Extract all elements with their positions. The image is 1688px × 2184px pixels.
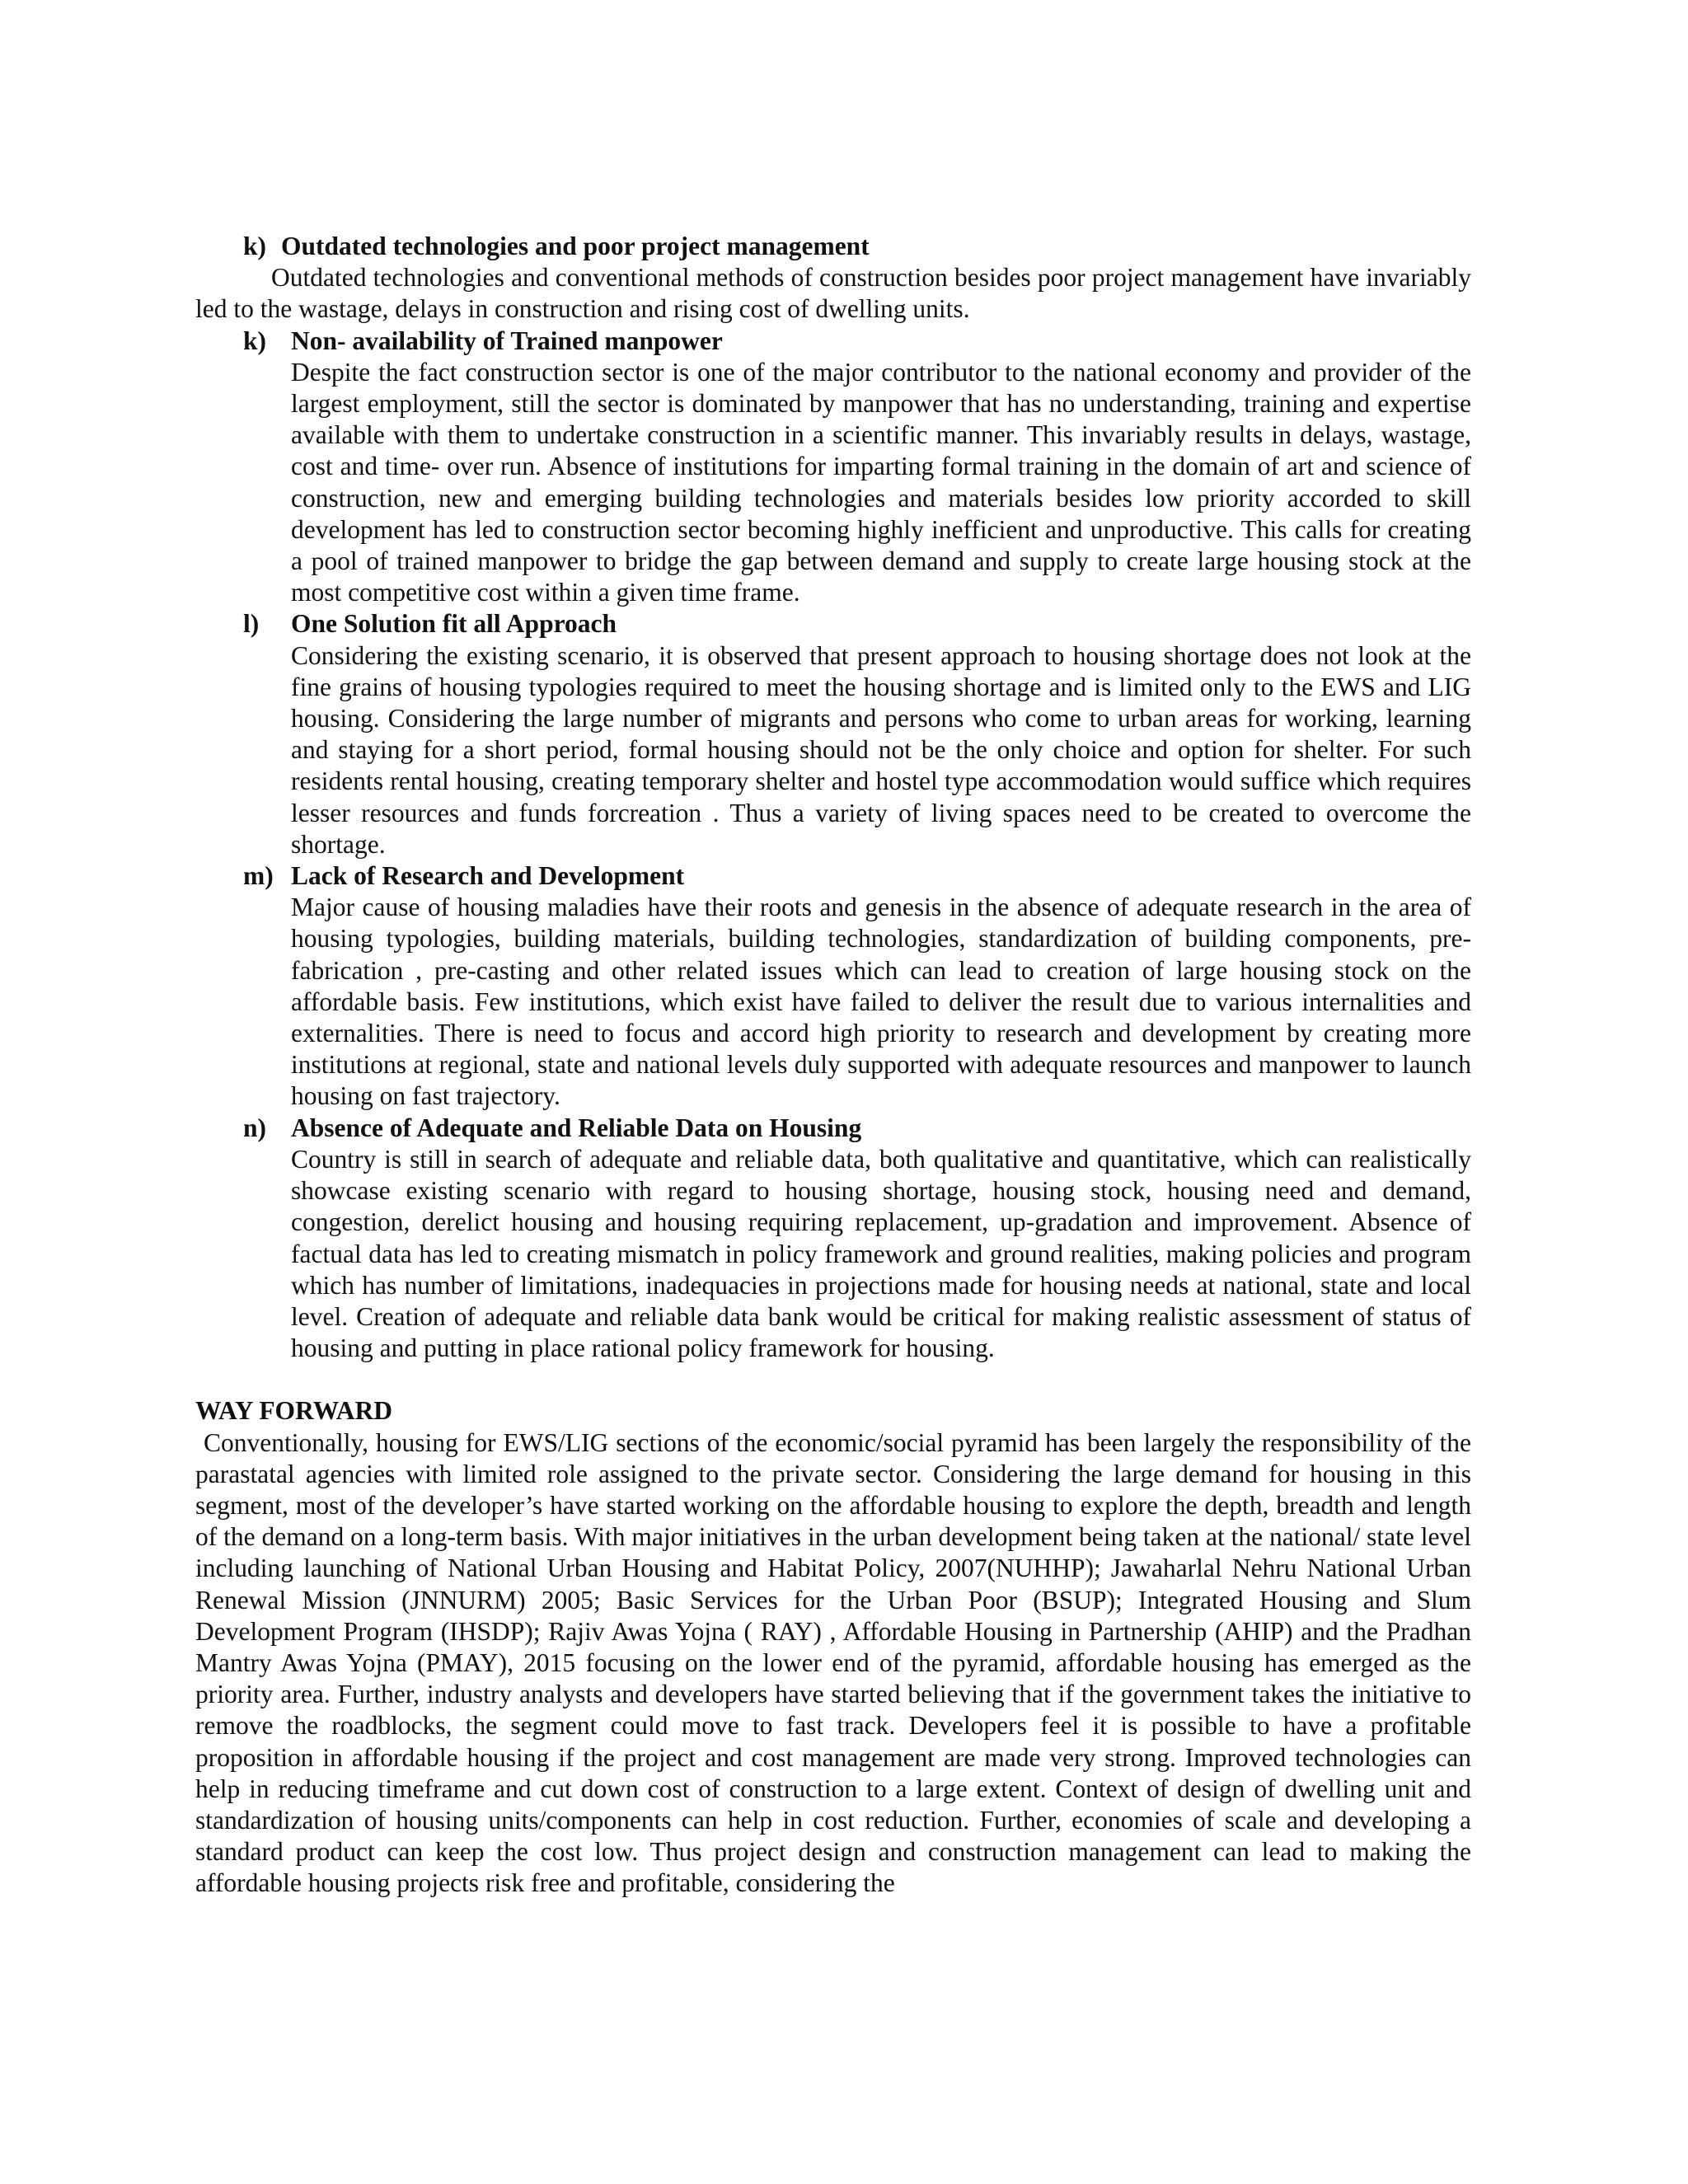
list-item-title: Non- availability of Trained manpower [291,326,723,355]
section-title: Outdated technologies and poor project management [281,232,870,260]
section-heading [243,231,1471,262]
way-forward-body: Conventionally, housing for EWS/LIG sections of the economic/social pyramid has been largely the responsibility of the parastatal agencies with limited role assigned to the private sector. Considering the large demand for housing in this segment, most of the developer’s have started working on the affordable housing to explore the depth, breadth and length of the demand on a long-term basis. With major initiatives in the urban development being taken at the national/ state level including launching of National Urban Housing and Habitat Policy, 2007(NUHHP); Jawaharlal Nehru National Urban Renewal Mission (JNNURM) 2005; Basic Services for the Urban Poor (BSUP); Integrated Housing and Slum Development Program (IHSDP); Rajiv Awas Yojna ( RAY) , Affordable Housing in Partnership (AHIP) and the Pradhan Mantry Awas Yojna (PMAY), 2015 focusing on the lower end of the pyramid, affordable housing has emerged as the priority area. Further, industry analysts and developers have started believing that if the government takes the initiative to remove the roadblocks, the segment could move to fast track. Developers feel it is possible to have a profitable proposition in affordable housing if the project and cost management are made very strong. Improved technologies can help in reducing timeframe and cut down cost of construction to a large extent. Context of design of dwelling unit and standardization of housing units/components can help in cost reduction. Further, economies of scale and developing a standard product can keep the cost low. Thus project design and construction management can lead to making the affordable housing projects risk free and profitable, considering the [195,1427,1471,1898]
list-item-heading [243,860,1471,892]
list-item-reliable-data [195,1113,1471,1365]
list-item-marker: m) [243,861,274,891]
section-body: Outdated technologies and conventional methods of construction besides poor project management have invariably led to the wastage, delays in construction and rising cost of dwelling units. [195,263,1471,324]
way-forward-heading: WAY FORWARD [195,1396,392,1426]
section-marker: k) [243,232,267,260]
section-way-forward [195,1395,1471,1899]
list-item-title: One Solution fit all Approach [291,609,617,639]
document-content [195,231,1471,1900]
list-item-body: Despite the fact construction sector is one of the major contributor to the national economy and provider of the largest employment, still the sector is dominated by manpower that has no understanding, training and expertise available with them to undertake construction in a scientific manner. This invariably results in delays, wastage, cost and time- over run. Absence of institutions for imparting formal training in the domain of art and science of construction, new and emerging building technologies and materials besides low priority accorded to skill development has led to construction sector becoming highly inefficient and unproductive. This calls for creating a pool of trained manpower to bridge the gap between demand and supply to create large housing stock at the most competitive cost within a given time frame. [291,357,1471,607]
list-item-marker: n) [243,1113,267,1142]
section-outdated-technologies [195,231,1471,326]
list-item-heading [243,1113,1471,1144]
list-item-body: Considering the existing scenario, it is observed that present approach to housing shortage does not look at the fine grains of housing typologies required to meet the housing shortage and is limited only to the EWS and LIG housing. Considering the large number of migrants and persons who come to urban areas for working, learning and staying for a short period, formal housing should not be the only choice and option for shelter. For such residents rental housing, creating temporary shelter and hostel type accommodation would suffice which requires lesser resources and funds forcreation . Thus a variety of living spaces need to be created to overcome the shortage. [291,640,1471,859]
list-item-title: Absence of Adequate and Reliable Data on Housing [291,1113,862,1142]
list-item-heading [243,326,1471,357]
list-item-body: Major cause of housing maladies have their roots and genesis in the absence of adequate research in the area of housing typologies, building materials, building technologies, standardization of building components, pre-fabrication , pre-casting and other related issues which can lead to creation of large housing stock on the affordable basis. Few institutions, which exist have failed to deliver the result due to various internalities and externalities. There is need to focus and accord high priority to research and development by creating more institutions at regional, state and national levels duly supported with adequate resources and manpower to launch housing on fast trajectory. [291,893,1471,1111]
list-item-marker: k) [243,326,267,355]
list-item-research-development [195,860,1471,1113]
list-item-one-solution [195,608,1471,860]
list-item-body: Country is still in search of adequate and reliable data, both qualitative and quantitative, which can realistically showcase existing scenario with regard to housing shortage, housing stock, housing need and demand, congestion, derelict housing and housing requiring replacement, up-gradation and improvement. Absence of factual data has led to creating mismatch in policy framework and ground realities, making policies and program which has number of limitations, inadequacies in projections made for housing needs at national, state and local level. Creation of adequate and reliable data bank would be critical for making realistic assessment of status of housing and putting in place rational policy framework for housing. [291,1144,1471,1363]
list-item-marker: l) [243,609,260,639]
list-item-trained-manpower [195,326,1471,609]
list-item-title: Lack of Research and Development [291,861,685,891]
list-item-heading [243,608,1471,640]
